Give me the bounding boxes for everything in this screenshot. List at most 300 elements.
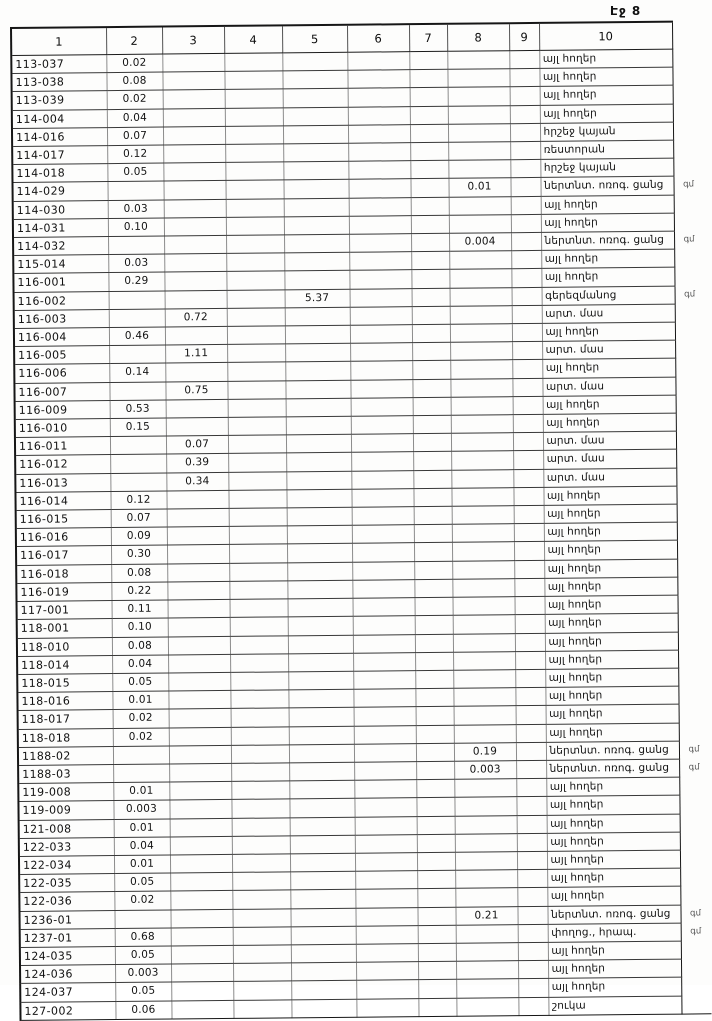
margin-note	[679, 795, 709, 813]
cell-value	[231, 745, 289, 764]
cell-value: 0.003	[454, 761, 516, 780]
cell-landuse: այլ հողեր	[547, 832, 680, 851]
cell-value: 0.30	[111, 546, 167, 565]
margin-note	[674, 194, 704, 212]
cell-value	[170, 818, 232, 837]
margin-note	[673, 140, 703, 158]
cell-value	[451, 451, 513, 470]
margin-note	[672, 67, 702, 85]
margin-note	[680, 850, 710, 868]
cell-value: 0.21	[455, 906, 517, 925]
cell-value	[286, 435, 351, 454]
cell-value	[355, 889, 417, 908]
cell-parcel-id: 113-038	[11, 73, 106, 92]
cell-value	[417, 870, 455, 889]
cell-value	[513, 396, 543, 414]
cell-landuse: այլ հողեր	[541, 249, 674, 268]
cell-value	[518, 924, 548, 942]
scanned-table-area	[10, 20, 712, 1020]
table-header-cell: 9	[509, 23, 539, 51]
cell-value	[511, 214, 541, 232]
cell-value	[288, 671, 353, 690]
cell-value	[231, 726, 289, 745]
cell-value	[456, 979, 518, 998]
cell-value	[224, 71, 282, 90]
cell-value	[289, 708, 354, 727]
cell-value	[350, 343, 412, 362]
cell-value	[416, 707, 454, 726]
cell-value	[350, 379, 412, 398]
cell-value	[163, 181, 225, 200]
cell-value	[283, 89, 348, 108]
cell-value: 0.08	[111, 564, 167, 583]
cell-value: 0.003	[115, 964, 171, 983]
cell-landuse: այլ հողեր	[544, 577, 677, 596]
cell-value	[448, 160, 510, 179]
cell-parcel-id: 122-035	[19, 874, 114, 893]
cell-value: 5.37	[285, 289, 350, 308]
cell-value	[230, 635, 288, 654]
cell-value	[109, 309, 165, 328]
cell-value	[509, 69, 539, 87]
cell-value	[227, 344, 285, 363]
cell-value	[286, 471, 351, 490]
cell-value	[110, 454, 166, 473]
cell-value	[355, 907, 417, 926]
cell-value: 0.08	[106, 72, 162, 91]
cell-value	[228, 417, 286, 436]
cell-value	[356, 925, 418, 944]
cell-value	[410, 106, 448, 125]
margin-note	[679, 722, 709, 740]
cell-value	[283, 180, 348, 199]
cell-parcel-id: 119-009	[18, 801, 113, 820]
cell-value	[451, 415, 513, 434]
cell-parcel-id: 114-029	[12, 182, 107, 201]
margin-note	[681, 995, 711, 1013]
cell-landuse: այլ հողեր	[543, 395, 676, 414]
cell-landuse: այլ հողեր	[544, 559, 677, 578]
cell-value	[232, 836, 290, 855]
cell-parcel-id: 118-014	[17, 655, 112, 674]
cell-value: 0.11	[112, 600, 168, 619]
margin-note	[675, 340, 705, 358]
margin-note	[681, 977, 711, 995]
cell-value	[516, 724, 546, 742]
cell-value: 0.01	[448, 178, 510, 197]
cell-value	[230, 617, 288, 636]
margin-note: գմ	[683, 234, 695, 245]
cell-value	[452, 597, 514, 616]
cell-value	[287, 580, 352, 599]
cell-parcel-id: 118-001	[17, 619, 112, 638]
cell-value	[356, 962, 418, 981]
cell-value: 0.09	[111, 527, 167, 546]
cell-value: 0.02	[113, 709, 169, 728]
margin-note	[680, 813, 710, 831]
cell-landuse: այլ հողեր	[545, 613, 678, 632]
cell-value	[168, 672, 230, 691]
cell-value	[162, 53, 224, 72]
cell-parcel-id: 114-032	[13, 237, 108, 256]
cell-value	[283, 161, 348, 180]
cell-value	[231, 781, 289, 800]
cell-value	[413, 470, 451, 489]
cell-value	[168, 691, 230, 710]
cell-value	[285, 325, 350, 344]
cell-value	[225, 107, 283, 126]
cell-value	[451, 433, 513, 452]
cell-value	[233, 945, 291, 964]
cell-value	[289, 762, 354, 781]
cell-value	[165, 290, 227, 309]
table-header-cell: 1	[11, 27, 106, 55]
cell-landuse: այլ հողեր	[544, 522, 677, 541]
cell-value	[354, 707, 416, 726]
table-header-cell: 2	[106, 27, 162, 55]
cell-parcel-id: 116-006	[14, 364, 109, 383]
margin-note	[673, 122, 703, 140]
cell-value	[517, 851, 547, 869]
cell-value	[228, 453, 286, 472]
cell-value	[226, 235, 284, 254]
cell-value	[224, 53, 282, 72]
cell-value: 0.05	[107, 163, 163, 182]
cell-value	[163, 126, 225, 145]
cell-value	[353, 689, 415, 708]
cell-value: 0.08	[112, 637, 168, 656]
table-header-cell: 6	[347, 24, 409, 52]
cell-value	[354, 762, 416, 781]
cell-value: 0.68	[115, 928, 171, 947]
cell-parcel-id: 124-037	[20, 983, 115, 1002]
cell-landuse: այլ հողեր	[548, 959, 681, 978]
cell-value: 0.02	[114, 891, 170, 910]
cell-value: 0.02	[107, 90, 163, 109]
cell-value	[409, 51, 447, 70]
cell-value	[164, 254, 226, 273]
cell-value: 1.11	[165, 345, 227, 364]
cell-landuse: հրշեջ կայան	[540, 158, 673, 177]
cell-value	[453, 670, 515, 689]
cell-landuse: արտ. մաս	[542, 304, 675, 323]
cell-value	[167, 545, 229, 564]
cell-value	[169, 763, 231, 782]
cell-value	[353, 616, 415, 635]
margin-note	[676, 395, 706, 413]
margin-note	[672, 49, 702, 67]
cell-value	[455, 815, 517, 834]
cell-value	[113, 746, 169, 765]
cell-value: 0.53	[110, 400, 166, 419]
margin-note	[679, 704, 709, 722]
cell-value	[349, 197, 411, 216]
cell-landuse: այլ հողեր	[548, 941, 681, 960]
cell-value: 0.29	[108, 272, 164, 291]
cell-value	[232, 890, 290, 909]
cell-value	[413, 415, 451, 434]
cell-value	[450, 360, 512, 379]
cell-landuse: այլ հողեր	[546, 723, 679, 742]
margin-note	[674, 267, 704, 285]
cell-value: 0.01	[114, 819, 170, 838]
cell-value	[113, 764, 169, 783]
cell-value: 0.12	[110, 491, 166, 510]
margin-note	[674, 213, 704, 231]
margin-note	[677, 522, 707, 540]
cell-value	[348, 161, 410, 180]
cell-value	[514, 596, 544, 614]
cell-value	[512, 305, 542, 323]
cell-value	[452, 579, 514, 598]
cell-value	[290, 890, 355, 909]
cell-value	[231, 799, 289, 818]
cell-value	[166, 490, 228, 509]
cell-value	[348, 88, 410, 107]
cell-value	[289, 780, 354, 799]
cell-parcel-id: 1188-03	[18, 764, 113, 783]
table-header-cell: 5	[282, 25, 347, 53]
cell-value	[230, 672, 288, 691]
cell-value: 0.07	[107, 127, 163, 146]
cell-landuse: այլ հողեր	[542, 359, 675, 378]
cell-value	[168, 636, 230, 655]
cell-value	[453, 688, 515, 707]
cell-value	[356, 944, 418, 963]
cell-landuse: այլ հողեր	[543, 413, 676, 432]
cell-value	[355, 834, 417, 853]
cell-value	[415, 688, 453, 707]
cell-value	[410, 124, 448, 143]
cell-value: 0.05	[112, 673, 168, 692]
cell-value	[348, 124, 410, 143]
cell-parcel-id: 116-004	[14, 328, 109, 347]
cell-value	[416, 779, 454, 798]
cell-value: 0.05	[115, 946, 171, 965]
cell-value: 0.12	[107, 145, 163, 164]
cell-parcel-id: 116-001	[13, 273, 108, 292]
cell-value	[418, 943, 456, 962]
cell-value	[290, 835, 355, 854]
cell-value	[232, 872, 290, 891]
cell-value	[233, 963, 291, 982]
cell-value	[350, 325, 412, 344]
cell-landuse: այլ հողեր	[545, 686, 678, 705]
cell-value	[163, 163, 225, 182]
cell-value	[410, 161, 448, 180]
cell-value	[227, 290, 285, 309]
margin-note	[675, 376, 705, 394]
cell-value	[167, 563, 229, 582]
cell-value: 0.07	[111, 509, 167, 528]
cell-value	[171, 982, 233, 1001]
cell-value	[411, 215, 449, 234]
cell-landuse: ներտնտ. ոռոգ. ցանց	[541, 231, 674, 250]
cell-value	[349, 252, 411, 271]
cell-value	[517, 906, 547, 924]
cell-value	[510, 160, 540, 178]
cell-value	[229, 544, 287, 563]
cell-landuse: այլ հողեր	[542, 322, 675, 341]
cell-value	[414, 579, 452, 598]
cell-value	[450, 324, 512, 343]
cell-value: 0.06	[115, 1001, 171, 1020]
cell-value	[414, 543, 452, 562]
cell-value	[232, 908, 290, 927]
cell-value	[228, 399, 286, 418]
cell-value	[350, 288, 412, 307]
cell-value	[355, 853, 417, 872]
cell-value	[164, 199, 226, 218]
cell-value	[163, 108, 225, 127]
cell-parcel-id: 122-034	[19, 855, 114, 874]
cell-parcel-id: 1237-01	[20, 928, 115, 947]
cell-value	[283, 125, 348, 144]
cell-parcel-id: 114-031	[13, 218, 108, 237]
cell-landuse: արտ. մաս	[543, 468, 676, 487]
table-header-cell: 4	[224, 25, 282, 53]
cell-value	[165, 326, 227, 345]
cell-value	[282, 70, 347, 89]
cell-value	[449, 196, 511, 215]
cell-landuse: ներտնտ. ոռոգ. ցանց	[546, 759, 679, 778]
cell-value: 0.46	[109, 327, 165, 346]
cell-value	[411, 270, 449, 289]
cell-value	[169, 782, 231, 801]
cell-value	[454, 706, 516, 725]
cell-value	[286, 489, 351, 508]
cell-value	[286, 398, 351, 417]
cell-value	[287, 562, 352, 581]
cell-value	[284, 216, 349, 235]
cell-value	[230, 654, 288, 673]
cell-value	[170, 854, 232, 873]
cell-value	[512, 342, 542, 360]
cell-value: 0.72	[165, 308, 227, 327]
cell-value	[513, 433, 543, 451]
cell-parcel-id: 118-016	[17, 692, 112, 711]
cell-value	[412, 379, 450, 398]
cell-value	[447, 69, 509, 88]
cell-parcel-id: 116-019	[16, 582, 111, 601]
cell-value	[450, 378, 512, 397]
cell-value	[456, 924, 518, 943]
cell-value: 0.01	[112, 691, 168, 710]
cell-value	[456, 943, 518, 962]
cell-value	[167, 581, 229, 600]
cell-parcel-id: 116-003	[14, 309, 109, 328]
cell-value	[225, 144, 283, 163]
cell-value	[286, 416, 351, 435]
cell-value	[454, 797, 516, 816]
margin-note	[676, 413, 706, 431]
cell-value	[448, 124, 510, 143]
cell-value	[170, 873, 232, 892]
cell-value	[509, 50, 539, 68]
cell-value	[291, 999, 356, 1018]
cell-value: 0.04	[107, 109, 163, 128]
table-header-cell: 8	[447, 23, 509, 51]
margin-note	[681, 959, 711, 977]
margin-note: գմ	[688, 762, 700, 773]
cell-value	[354, 725, 416, 744]
cell-parcel-id: 113-037	[11, 55, 106, 74]
cell-value	[511, 251, 541, 269]
cell-value	[288, 635, 353, 654]
cell-value	[351, 416, 413, 435]
cell-value	[348, 106, 410, 125]
cell-landuse: այլ հողեր	[544, 595, 677, 614]
cell-value	[451, 469, 513, 488]
cell-value	[516, 779, 546, 797]
cell-value	[290, 871, 355, 890]
cell-parcel-id: 116-007	[14, 382, 109, 401]
cell-value	[514, 524, 544, 542]
cell-value	[231, 708, 289, 727]
cell-value: 0.02	[106, 54, 162, 73]
margin-note	[676, 449, 706, 467]
cell-value	[291, 944, 356, 963]
cell-value	[412, 324, 450, 343]
cell-value	[510, 178, 540, 196]
cell-value	[512, 323, 542, 341]
cell-value	[226, 271, 284, 290]
cell-landuse: արտ. մաս	[543, 431, 676, 450]
cell-value	[171, 1000, 233, 1019]
cell-value	[517, 815, 547, 833]
cell-landuse: այլ հողեր	[547, 850, 680, 869]
cell-value: 0.34	[166, 472, 228, 491]
cell-value	[512, 378, 542, 396]
cell-value	[167, 509, 229, 528]
cell-value	[291, 981, 356, 1000]
margin-spacer	[672, 21, 702, 49]
cell-value	[417, 852, 455, 871]
cell-value	[352, 543, 414, 562]
cell-value	[225, 180, 283, 199]
cell-value	[455, 870, 517, 889]
cell-value	[349, 270, 411, 289]
margin-note	[675, 304, 705, 322]
cell-value	[416, 725, 454, 744]
cell-value	[516, 742, 546, 760]
margin-note	[677, 559, 707, 577]
cell-parcel-id: 124-035	[20, 946, 115, 965]
margin-note	[676, 486, 706, 504]
cell-value	[107, 181, 163, 200]
cell-landuse: ներտնտ. ոռոգ. ցանց	[546, 741, 679, 760]
cell-value	[291, 962, 356, 981]
cell-value	[450, 287, 512, 306]
cell-value	[417, 889, 455, 908]
cell-value	[510, 105, 540, 123]
cell-landuse: հրշեջ կայան	[540, 122, 673, 141]
margin-note: գմ	[682, 179, 695, 190]
cell-value	[415, 670, 453, 689]
cell-value	[169, 709, 231, 728]
cell-value	[452, 542, 514, 561]
cell-landuse: այլ հողեր	[547, 868, 680, 887]
cell-value	[163, 144, 225, 163]
cell-value	[412, 361, 450, 380]
cell-value	[287, 507, 352, 526]
cell-value	[354, 743, 416, 762]
cell-value	[517, 833, 547, 851]
cell-value: 0.01	[114, 855, 170, 874]
cell-value: 0.03	[108, 254, 164, 273]
cell-value	[448, 105, 510, 124]
cell-value	[354, 798, 416, 817]
